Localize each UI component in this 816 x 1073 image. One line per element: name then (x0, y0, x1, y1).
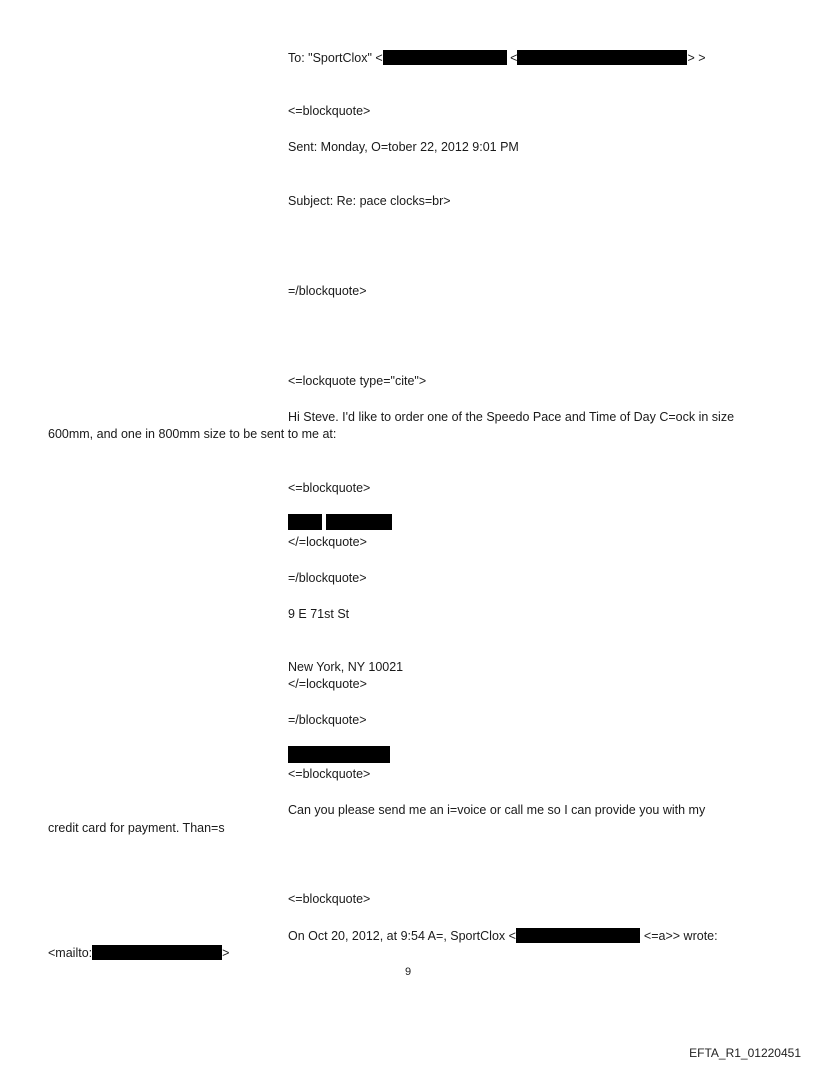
redaction-box (288, 746, 390, 763)
quoted-header-suffix: <=a>> wrote: (643, 929, 718, 943)
mailto-line (48, 945, 229, 961)
to-suffix: > > (687, 51, 706, 65)
body-line: 600mm, and one in 800mm size to be sent to me at: (48, 427, 337, 441)
redaction-box (516, 928, 640, 943)
document-id: EFTA_R1_01220451 (689, 1046, 801, 1060)
redaction-box (288, 514, 322, 530)
blockquote-open: <=blockquote> (288, 892, 371, 906)
redaction-box (326, 514, 392, 530)
quoted-header-prefix: On Oct 20, 2012, at 9:54 A=, SportClox < (288, 929, 516, 943)
blockquote-close: =/blockquote> (288, 284, 367, 298)
to-mid: < (510, 51, 518, 65)
redaction-box (92, 945, 222, 960)
quoted-header-line (288, 928, 718, 944)
lockquote-cite: <=lockquote type="cite"> (288, 374, 427, 388)
body-line: Can you please send me an i=voice or call me so I can provide you with my (288, 803, 706, 817)
mailto-prefix: <mailto: (48, 946, 93, 960)
blockquote-open: <=blockquote> (288, 767, 371, 781)
blockquote-open: <=blockquote> (288, 481, 371, 495)
blockquote-close: =/blockquote> (288, 571, 367, 585)
blockquote-close: =/blockquote> (288, 713, 367, 727)
body-line: credit card for payment. Than=s (48, 821, 225, 835)
lockquote-close: </=lockquote> (288, 677, 367, 691)
redaction-box (517, 50, 687, 65)
to-line (288, 50, 706, 66)
address-line: 9 E 71st St (288, 607, 350, 621)
body-line: Hi Steve. I'd like to order one of the Speedo Pace and Time of Day C=ock in size (288, 410, 735, 424)
redaction-box (383, 50, 507, 65)
to-prefix: To: "SportClox" < (288, 51, 383, 65)
page-number: 9 (404, 966, 412, 978)
address-line: New York, NY 10021 (288, 660, 404, 674)
blockquote-open: <=blockquote> (288, 104, 371, 118)
lockquote-close: </=lockquote> (288, 535, 367, 549)
sent-line: Sent: Monday, O=tober 22, 2012 9:01 PM (288, 140, 519, 154)
mailto-suffix: > (222, 946, 230, 960)
subject-line: Subject: Re: pace clocks=br> (288, 194, 451, 208)
